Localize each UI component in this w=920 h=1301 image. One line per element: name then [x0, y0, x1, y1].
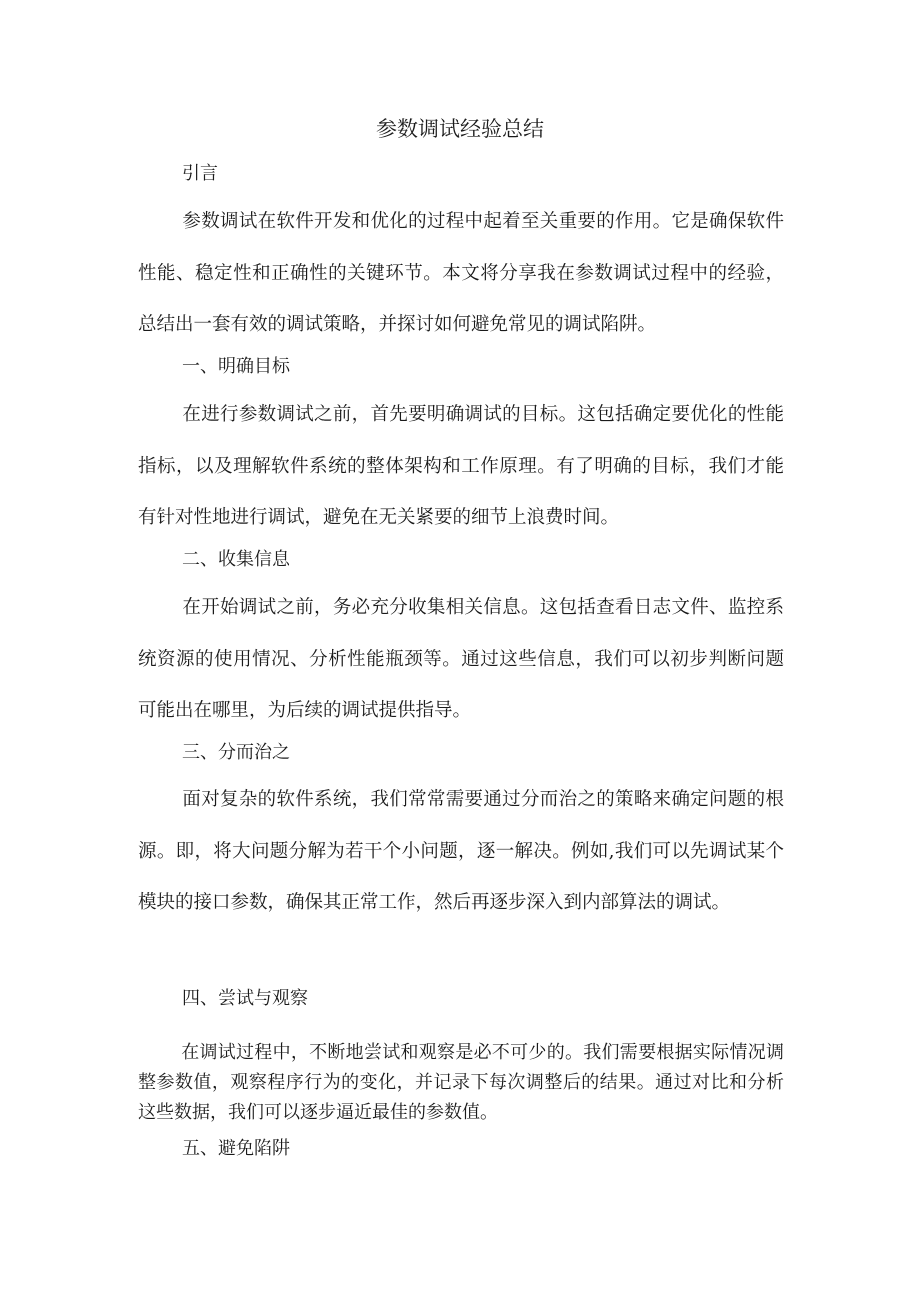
document-title: 参数调试经验总结: [376, 117, 544, 141]
section-heading-2: 二、收集信息: [182, 549, 290, 570]
section-heading-1: 一、明确目标: [182, 356, 290, 377]
section-paragraph-2: 在开始调试之前，务必充分收集相关信息。这包括查看日志文件、监控系统资源的使用情况、分析性能瓶颈等。通过这些信息，我们可以初步判断问题可能出在哪里，为后续的调试提供指导。: [138, 597, 784, 721]
section-paragraph-1: 在进行参数调试之前，首先要明确调试的目标。这包括确定要优化的性能指标，以及理解软件系统的整体架构和工作原理。有了明确的目标，我们才能有针对性地进行调试，避免在无关紧要的细节上浪费时间。: [138, 404, 784, 528]
intro-paragraph: 参数调试在软件开发和优化的过程中起着至关重要的作用。它是确保软件性能、稳定性和正确性的关键环节。本文将分享我在参数调试过程中的经验，总结出一套有效的调试策略，并探讨如何避免常见的调试陷阱。: [138, 211, 784, 335]
intro-heading: 引言: [182, 163, 218, 184]
section-heading-3: 三、分而治之: [182, 742, 290, 763]
section-paragraph-3: 面对复杂的软件系统，我们常常需要通过分而治之的策略来确定问题的根源。即，将大问题分解为若干个小问题，逐一解决。例如,我们可以先调试某个模块的接口参数，确保其正常工作，然后再逐步深入到内部算法的调试。: [138, 789, 784, 913]
section-paragraph-4: 在调试过程中，不断地尝试和观察是必不可少的。我们需要根据实际情况调整参数值，观察程序行为的变化，并记录下每次调整后的结果。通过对比和分析这些数据，我们可以逐步逼近最佳的参数值。: [138, 1042, 784, 1123]
section-heading-4: 四、尝试与观察: [182, 988, 308, 1009]
section-heading-5: 五、避免陷阱: [182, 1138, 290, 1159]
